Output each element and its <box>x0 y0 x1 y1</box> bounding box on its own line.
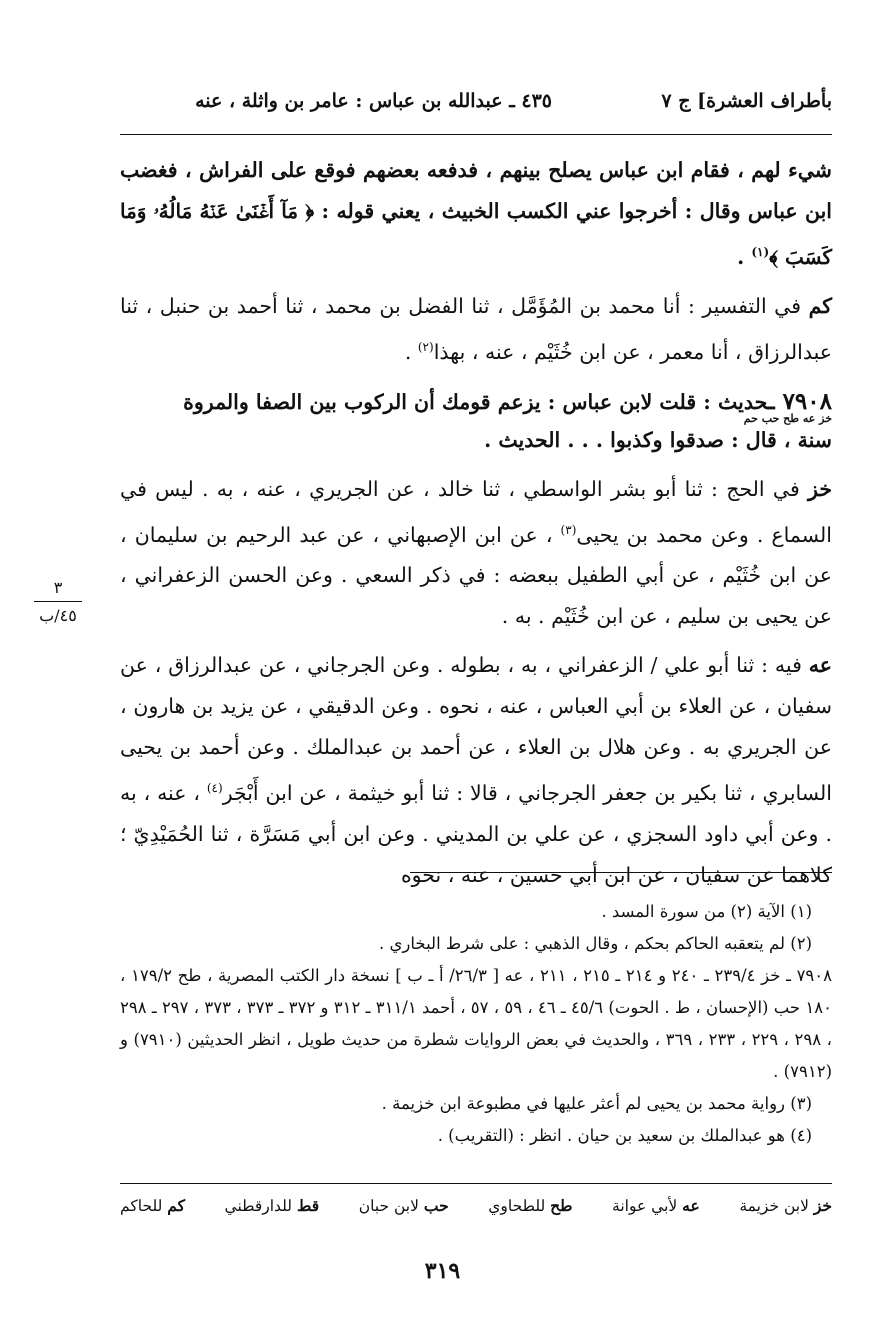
footnote-ref-4: (٤) <box>206 781 223 796</box>
paragraph-2 <box>120 286 832 373</box>
hadith-text-2: سنة ، قال : صدقوا وكذبوا . . . الحديث . <box>484 427 832 452</box>
legend-item: حب لابن حبان <box>358 1196 449 1215</box>
source-code-ah: عه <box>808 653 832 678</box>
abbreviation-legend <box>120 1196 832 1215</box>
footnote-ref-3: (٣) <box>560 522 577 537</box>
legend-rule <box>120 1183 832 1184</box>
paragraph-4 <box>120 645 832 896</box>
legend-item: طح للطحاوي <box>488 1196 573 1215</box>
footnote-3: (٣) رواية محمد بن يحيى لم أعثر عليها في مطبوعة ابن خزيمة . <box>381 1094 812 1113</box>
footnote-2: (٢) لم يتعقبه الحاكم بحكم ، وقال الذهبي : على شرط البخاري . <box>379 934 812 953</box>
p2-text: في التفسير : أنا محمد بن المُؤَمَّل ، ثنا الفضل بن محمد ، ثنا أحمد بن حنبل ، ثنا عبدالرزاق ، أنا معمر ، عن ابن خُثَيْم ، عنه ، بهذا <box>120 293 832 364</box>
source-code-km: كم <box>808 293 832 318</box>
legend-item: خز لابن خزيمة <box>739 1196 832 1215</box>
header-volume: بأطراف العشرة] ج ٧ <box>661 90 832 112</box>
footnote-rule <box>410 872 832 873</box>
paragraph-1 <box>120 150 832 278</box>
margin-note-divider <box>34 601 82 602</box>
footnotes <box>120 896 832 1152</box>
footnote-1: (١) الآية (٢) من سورة المسد . <box>601 902 812 921</box>
p1-end: . <box>737 244 752 269</box>
hadith-text: : قلت لابن عباس : يزعم قومك أن الركوب بين الصفا والمروة <box>183 389 718 414</box>
hadith-label: حديث <box>717 389 768 414</box>
p2-end: . <box>404 339 418 364</box>
p3-text: في الحج : ثنا أبو بشر الواسطي ، ثنا خالد ، عن الجريري ، عنه ، به . ليس في السماع . وعن محمد بن يحيى <box>120 476 832 547</box>
header-rule <box>120 134 832 135</box>
margin-note-top: ٣ <box>53 578 63 597</box>
legend-item: قط للدارقطني <box>224 1196 320 1215</box>
page-number: ٣١٩ <box>424 1258 461 1284</box>
footnote-4: (٤) هو عبدالملك بن سعيد بن حيان . انظر : (التقريب) . <box>437 1126 812 1145</box>
manuscript-margin-note <box>26 578 90 625</box>
p3-text-2: ، عن ابن الإصبهاني ، عن عبد الرحيم بن سليمان ، عن ابن خُثَيْم ، عن أبي الطفيل ببعضه : في ذكر السعي . وعن الحسن الزعفراني ، عن يحيى بن سليم ، عن ابن خُثَيْم . به . <box>120 522 832 629</box>
source-code-khz: خز <box>808 476 832 501</box>
legend-item: كم للحاكم <box>120 1196 185 1215</box>
legend-item: عه لأبي عوانة <box>612 1196 700 1215</box>
p4-text: فيه : ثنا أبو علي / الزعفراني ، به ، بطوله . وعن الجرجاني ، عن عبدالرزاق ، عن سفيان ، عن العلاء بن أبي العباس ، عنه ، نحوه . وعن الدقيقي ، عن يزيد بن هارون ، عن الجريري به . وعن هلال بن العلاء ، عن أحمد بن عبدالملك . وعن أحمد بن يحيى السابري ، ثنا بكير بن جعفر الجرجاني ، قالا : ثنا أبو خيثمة ، عن ابن أَبْجَر <box>120 653 832 806</box>
footnote-takhrij: ٧٩٠٨ ـ خز ٢٣٩/٤ ـ ٢٤٠ و ٢١٤ ـ ٢١٥ ، ٢١١ ، عه [ ٢٦/٣/ أ ـ ب ] نسخة دار الكتب المصرية ، طح ١٧٩/٢ ، ١٨٠ حب (الإحسان ، ط . الحوت) ٤٥/٦ ـ ٤٦ ، ٥٩ ، ٥٧ ، أحمد ٣١١/١ ـ ٣١٢ و ٣٧٢ ـ ٣٧٣ ، ٣٧٣ ، ٢٩٧ ـ ٢٩٨ ، ٢٩٨ ، ٢٢٩ ، ٢٣٣ ، ٣٦٩ ، والحديث في بعض الروايات شطرة من حديث طويل ، انظر الحديثين (٧٩١٠) و (٧٩١٢) . <box>120 966 833 1081</box>
p1-text: شيء لهم ، فقام ابن عباس يصلح بينهم ، فدفعه بعضهم فوقع على الفراش ، فغضب ابن عباس وقال : أخرجوا عني الكسب الخبيث ، يعني قوله : <box>120 158 832 223</box>
hadith-sigla: خز عه طح حب حم <box>743 411 832 425</box>
quran-quote: ﴿ مَآ أَغۡنَىٰ عَنۡهُ مَالُهُۥ وَمَا كَسَبَ ﴾ <box>120 199 832 269</box>
header-section-title: ٤٣٥ ـ عبدالله بن عباس : عامر بن واثلة ، عنه <box>195 90 552 112</box>
running-header <box>120 84 832 120</box>
footnote-ref-1: (١) <box>751 245 770 259</box>
main-text <box>120 150 832 904</box>
paragraph-3 <box>120 469 832 638</box>
footnote-ref-2: (٢) <box>417 339 434 354</box>
hadith-number: ٧٩٠٨ ـ <box>767 387 832 415</box>
margin-note-bottom: ٤٥/ب <box>39 606 77 625</box>
p4-text-2: ، عنه ، به . وعن أبي داود السجزي ، عن علي بن المديني . وعن ابن أبي مَسَرَّة ، ثنا الحُمَيْدِيّ ؛ كلاهما عن سفيان ، عن ابن أبي حسين ، عنه ، نحوه <box>120 781 832 888</box>
hadith-entry <box>120 381 832 461</box>
